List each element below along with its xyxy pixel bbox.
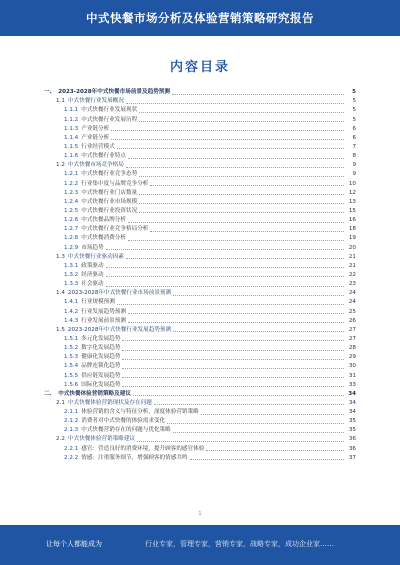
toc-entry-page: 6	[352, 134, 356, 141]
toc-entry-number: 1.2.2	[64, 180, 79, 187]
toc-dot-leader	[126, 102, 344, 104]
toc-entry-page: 9	[352, 162, 356, 169]
toc-entry-label	[64, 216, 126, 225]
toc-entry-number: 1.1.1	[64, 107, 79, 114]
toc-entry-page: 15	[348, 207, 356, 214]
toc-entry-number: 2.2.2	[64, 454, 79, 461]
toc-entry-label	[64, 170, 137, 179]
toc-entry-label	[44, 390, 131, 399]
toc-entry-number: 1.1.3	[64, 125, 79, 132]
toc-entry-text: 产业链分析	[81, 125, 110, 132]
toc-entry-page: 22	[348, 271, 356, 278]
toc-dot-leader	[126, 166, 344, 168]
toc-entry-page: 5	[352, 89, 356, 96]
toc-entry-text: 消费者对中式快餐的体验需求变化	[81, 418, 166, 425]
toc-entry-number: 1.5.4	[64, 363, 79, 370]
toc-entry-number: 2.1.2	[64, 418, 79, 425]
toc-entry-page: 24	[348, 299, 356, 306]
toc-entry-label	[64, 344, 120, 353]
toc-entry-page: 30	[348, 363, 356, 370]
toc-entry-page: 16	[348, 217, 356, 224]
toc-entry-text: 中式快餐消费分析	[81, 235, 126, 242]
toc-entry-text: 中式快餐营销存在的问题与优化策略	[81, 427, 171, 434]
toc-entry-text: 中式快餐行业驱动因素	[67, 253, 124, 260]
toc-entry-number: 1.5.3	[64, 354, 79, 361]
toc-dot-leader	[139, 175, 344, 177]
toc-dot-leader	[117, 303, 344, 305]
toc-dot-leader	[117, 147, 344, 149]
table-of-contents	[44, 88, 356, 463]
toc-dot-leader	[133, 394, 344, 396]
toc-entry-label	[64, 225, 148, 234]
toc-entry-page: 29	[348, 354, 356, 361]
toc-entry-number: 2.1	[56, 399, 65, 406]
toc-entry-label	[64, 454, 188, 463]
toc-dot-leader	[122, 349, 344, 351]
toc-entry[interactable]	[44, 170, 356, 179]
toc-entry-number: 1.2.9	[64, 244, 79, 251]
toc-entry[interactable]	[44, 362, 356, 371]
toc-entry[interactable]	[44, 262, 356, 271]
toc-dot-leader	[190, 458, 344, 460]
toc-entry-text: 中式快餐体验营销现状及存在问题	[67, 399, 152, 406]
toc-entry-page: 36	[348, 445, 356, 452]
toc-entry-number: 2.1.1	[64, 409, 79, 416]
toc-dot-leader	[137, 440, 344, 442]
toc-entry-text: 经济驱动	[81, 271, 104, 278]
toc-entry-text: 行业发展前景预测	[81, 317, 126, 324]
toc-dot-leader	[122, 339, 344, 341]
toc-entry-text: 中式快餐行业发展历程	[81, 116, 138, 123]
toc-entry-label	[64, 445, 204, 454]
toc-entry[interactable]	[44, 371, 356, 380]
toc-entry-number: 1.5.6	[64, 381, 79, 388]
toc-entry-text: 2023-2028年中式快餐行业发展趋势预测	[67, 326, 172, 333]
toc-entry-page: 35	[348, 427, 356, 434]
toc-entry-text: 中式快餐行业竞争态势	[81, 171, 138, 178]
toc-entry[interactable]	[44, 134, 356, 143]
toc-dot-leader	[201, 413, 344, 415]
toc-dot-leader	[128, 239, 344, 241]
toc-entry-page: 28	[348, 345, 356, 352]
toc-entry-text: 2023-2028年中式快餐行业市场前景预测	[67, 290, 172, 297]
toc-entry[interactable]	[44, 344, 356, 353]
toc-entry-label	[64, 372, 120, 381]
toc-entry-text: 中式快餐行业投资状况	[81, 207, 138, 214]
toc-dot-leader	[173, 294, 344, 296]
toc-entry-label	[64, 189, 137, 198]
toc-entry-text: 2023-2028年中式快餐市场前景及趋势预测	[58, 89, 170, 96]
toc-entry-page: 9	[352, 171, 356, 178]
toc-entry-number: 1.1.2	[64, 116, 79, 123]
toc-dot-leader	[150, 230, 344, 232]
toc-dot-leader	[128, 312, 344, 314]
toc-entry-text: 市场趋势	[81, 244, 104, 251]
toc-entry[interactable]	[44, 106, 356, 115]
toc-dot-leader	[206, 449, 344, 451]
toc-entry-number: 1.5.2	[64, 345, 79, 352]
toc-entry-page: 5	[352, 116, 356, 123]
toc-entry-number: 1.4	[56, 290, 65, 297]
toc-entry[interactable]	[44, 454, 356, 463]
toc-entry[interactable]	[44, 243, 356, 252]
toc-entry-label	[64, 244, 104, 253]
toc-entry-page: 33	[348, 381, 356, 388]
toc-entry[interactable]	[44, 381, 356, 390]
footer-roles: 行业专家，管理专家，营销专家，战略专家，成功企业家……	[145, 540, 334, 548]
toc-dot-leader	[111, 138, 344, 140]
toc-entry[interactable]	[44, 435, 356, 444]
toc-entry-text: 中式快餐体验营销策略建议	[67, 436, 136, 443]
toc-dot-leader	[173, 431, 344, 433]
toc-entry[interactable]	[44, 189, 356, 198]
toc-entry-page: 25	[348, 308, 356, 315]
toc-entry-label	[64, 426, 171, 435]
toc-entry-label	[56, 161, 124, 170]
toc-entry-label	[64, 152, 126, 161]
toc-entry[interactable]	[44, 216, 356, 225]
toc-entry-page: 23	[348, 281, 356, 288]
toc-entry-page: 35	[348, 418, 356, 425]
toc-entry-label	[64, 408, 199, 417]
toc-dot-leader	[106, 285, 344, 287]
toc-entry-label	[64, 134, 109, 143]
toc-entry-text: 中式快餐体验营销策略及建议	[58, 390, 131, 397]
toc-entry-number: 1.2.3	[64, 189, 79, 196]
toc-entry-label	[56, 97, 124, 106]
toc-entry-label	[64, 335, 120, 344]
toc-entry[interactable]	[44, 271, 356, 280]
toc-entry-page: 27	[348, 326, 356, 333]
toc-entry-page: 21	[348, 262, 356, 269]
toc-entry[interactable]	[44, 335, 356, 344]
toc-entry-text: 中式快餐行业市场规模	[81, 198, 138, 205]
toc-entry-label	[64, 308, 126, 317]
toc-entry-label	[64, 234, 126, 243]
toc-entry-text: 行业经营模式	[81, 143, 115, 150]
toc-entry-text: 社会驱动	[81, 281, 104, 288]
toc-dot-leader	[122, 376, 344, 378]
toc-entry[interactable]	[44, 161, 356, 170]
toc-entry[interactable]	[44, 408, 356, 417]
toc-entry-label	[64, 362, 120, 371]
toc-entry-text: 中式快餐行业竞争格局分析	[81, 226, 149, 233]
toc-entry-text: 健康化发展趋势	[81, 354, 121, 361]
toc-entry-label	[64, 298, 115, 307]
toc-entry-number: 2.2	[56, 436, 65, 443]
toc-entry[interactable]	[44, 115, 356, 124]
toc-entry-number: 1.5.1	[64, 335, 79, 342]
toc-dot-leader	[128, 157, 344, 159]
toc-entry-page: 34	[348, 409, 356, 416]
toc-entry[interactable]	[44, 125, 356, 134]
toc-entry-text: 中式快餐品牌分析	[81, 217, 126, 224]
toc-entry[interactable]	[44, 225, 356, 234]
toc-entry-label	[64, 417, 165, 426]
toc-entry-label	[64, 143, 115, 152]
toc-dot-leader	[106, 275, 344, 277]
toc-entry-label	[56, 435, 135, 444]
toc-entry-number: 1.4.2	[64, 308, 79, 315]
toc-entry-page: 5	[352, 98, 356, 105]
toc-entry-text: 中式快餐行业门店数量	[81, 189, 138, 196]
toc-entry[interactable]	[44, 179, 356, 188]
toc-entry-page: 5	[352, 107, 356, 114]
toc-dot-leader	[126, 257, 344, 259]
toc-entry-label	[56, 399, 152, 408]
toc-entry-number: 1.2.6	[64, 217, 79, 224]
toc-entry-text: 情感：注重服务细节，增强顾客的情感共鸣	[81, 454, 188, 461]
toc-dot-leader	[150, 184, 344, 186]
toc-entry-text: 多元化发展趋势	[81, 335, 121, 342]
toc-dot-leader	[172, 93, 344, 95]
toc-entry[interactable]	[44, 417, 356, 426]
toc-entry-label	[56, 253, 124, 262]
toc-entry-page: 21	[348, 253, 356, 260]
toc-entry-page: 26	[348, 317, 356, 324]
toc-entry-page: 31	[348, 372, 356, 379]
toc-entry-text: 中式快餐市场竞争格局	[67, 162, 124, 169]
toc-entry-number: 二、	[44, 390, 56, 397]
toc-entry-number: 1.1.6	[64, 153, 79, 160]
toc-dot-leader	[167, 422, 344, 424]
toc-entry[interactable]	[44, 444, 356, 453]
toc-entry[interactable]	[44, 298, 356, 307]
toc-entry[interactable]	[44, 198, 356, 207]
toc-entry-number: 2.2.1	[64, 445, 79, 452]
toc-entry[interactable]	[44, 326, 356, 335]
toc-dot-leader	[139, 202, 344, 204]
toc-entry-number: 1.4.1	[64, 299, 79, 306]
footer-slogan: 让每个人都能成为	[46, 540, 102, 548]
toc-entry-page: 8	[352, 153, 356, 160]
toc-entry-text: 行业集中度与品牌竞争分析	[81, 180, 149, 187]
toc-entry-label	[64, 262, 104, 271]
toc-dot-leader	[106, 266, 344, 268]
toc-entry-page: 37	[348, 454, 356, 461]
toc-entry-page: 34	[348, 390, 356, 397]
toc-entry[interactable]	[44, 390, 356, 399]
toc-entry-page: 27	[348, 335, 356, 342]
toc-dot-leader	[139, 211, 344, 213]
toc-entry[interactable]	[44, 399, 356, 408]
report-header	[0, 0, 400, 36]
toc-dot-leader	[122, 358, 344, 360]
toc-dot-leader	[173, 330, 344, 332]
toc-entry-text: 政策驱动	[81, 262, 104, 269]
toc-entry-number: 1.3.3	[64, 281, 79, 288]
toc-entry-label	[56, 289, 171, 298]
toc-entry[interactable]	[44, 88, 356, 97]
toc-entry-number: 1.3.1	[64, 262, 79, 269]
toc-dot-leader	[122, 367, 344, 369]
toc-entry[interactable]	[44, 289, 356, 298]
toc-entry-number: 2.1.3	[64, 427, 79, 434]
toc-entry-text: 体验营销的含义与特征分析，深度体验营销策略	[81, 409, 199, 416]
toc-dot-leader	[139, 120, 344, 122]
toc-entry-page: 7	[352, 143, 356, 150]
toc-entry-number: 1.2	[56, 162, 65, 169]
toc-dot-leader	[154, 403, 344, 405]
toc-entry-text: 供应链发展趋势	[81, 372, 121, 379]
toc-entry-page: 36	[348, 436, 356, 443]
toc-entry-label	[64, 271, 104, 280]
toc-entry-number: 1.3.2	[64, 271, 79, 278]
footer-banner	[0, 525, 400, 565]
toc-entry-text: 产业链分析	[81, 134, 110, 141]
toc-entry-label	[64, 180, 148, 189]
toc-entry-number: 1.1.4	[64, 134, 79, 141]
toc-entry-text: 中式快餐行业发展概况	[67, 98, 124, 105]
toc-entry-label	[64, 381, 120, 390]
toc-dot-leader	[139, 193, 344, 195]
toc-entry-label	[56, 326, 171, 335]
toc-entry-text: 品牌连锁化趋势	[81, 363, 121, 370]
toc-entry-label	[64, 198, 137, 207]
toc-entry-text: 行业规模预测	[81, 299, 115, 306]
toc-entry-text: 感官：营造良好的消费环境，提升顾客的感官体验	[81, 445, 205, 452]
toc-entry[interactable]	[44, 234, 356, 243]
toc-title: 内容目录	[169, 60, 230, 75]
toc-entry-text: 行业发展趋势预测	[81, 308, 126, 315]
toc-entry-number: 1.3	[56, 253, 65, 260]
toc-entry[interactable]	[44, 207, 356, 216]
toc-entry-number: 1.2.1	[64, 171, 79, 178]
report-title: 中式快餐市场分析及体验营销策略研究报告	[86, 11, 314, 25]
toc-dot-leader	[128, 221, 344, 223]
toc-entry-number: 1.4.3	[64, 317, 79, 324]
toc-entry-page: 18	[348, 226, 356, 233]
toc-entry-label	[64, 207, 137, 216]
toc-entry-page: 12	[348, 189, 356, 196]
page-number: 1	[198, 511, 202, 517]
toc-entry[interactable]	[44, 253, 356, 262]
toc-entry-number: 1.5.5	[64, 372, 79, 379]
toc-entry-number: 一、	[44, 89, 56, 96]
toc-entry-number: 1.5	[56, 326, 65, 333]
toc-entry[interactable]	[44, 143, 356, 152]
toc-dot-leader	[111, 129, 344, 131]
toc-entry-label	[64, 317, 126, 326]
toc-entry-label	[64, 280, 104, 289]
toc-dot-leader	[122, 385, 344, 387]
toc-dot-leader	[128, 321, 344, 323]
toc-entry-number: 1.2.7	[64, 226, 79, 233]
toc-entry-label	[64, 353, 120, 362]
toc-entry-page: 10	[348, 180, 356, 187]
toc-entry[interactable]	[44, 307, 356, 316]
toc-entry-number: 1.1.5	[64, 143, 79, 150]
toc-entry-page: 19	[348, 235, 356, 242]
toc-entry-label	[44, 88, 170, 97]
toc-entry[interactable]	[44, 97, 356, 106]
toc-entry-page: 20	[348, 244, 356, 251]
toc-entry-text: 国际化发展趋势	[81, 381, 121, 388]
toc-entry-page: 6	[352, 125, 356, 132]
toc-entry-label	[64, 125, 109, 134]
toc-dot-leader	[106, 248, 344, 250]
toc-entry[interactable]	[44, 317, 356, 326]
toc-entry-number: 1.2.4	[64, 198, 79, 205]
toc-dot-leader	[139, 111, 344, 113]
toc-entry-page: 24	[348, 290, 356, 297]
toc-entry[interactable]	[44, 353, 356, 362]
toc-entry-text: 中式快餐行业特点	[81, 153, 126, 160]
toc-entry-page: 13	[348, 198, 356, 205]
toc-entry-label	[64, 106, 137, 115]
toc-entry-page: 34	[348, 399, 356, 406]
toc-entry-number: 1.1	[56, 98, 65, 105]
toc-entry[interactable]	[44, 280, 356, 289]
toc-entry-text: 数字化发展趋势	[81, 345, 121, 352]
toc-entry-text: 中式快餐行业发展现状	[81, 107, 138, 114]
toc-entry[interactable]	[44, 152, 356, 161]
toc-entry-number: 1.2.8	[64, 235, 79, 242]
toc-entry-number: 1.2.5	[64, 207, 79, 214]
toc-entry-label	[64, 116, 137, 125]
toc-entry[interactable]	[44, 426, 356, 435]
